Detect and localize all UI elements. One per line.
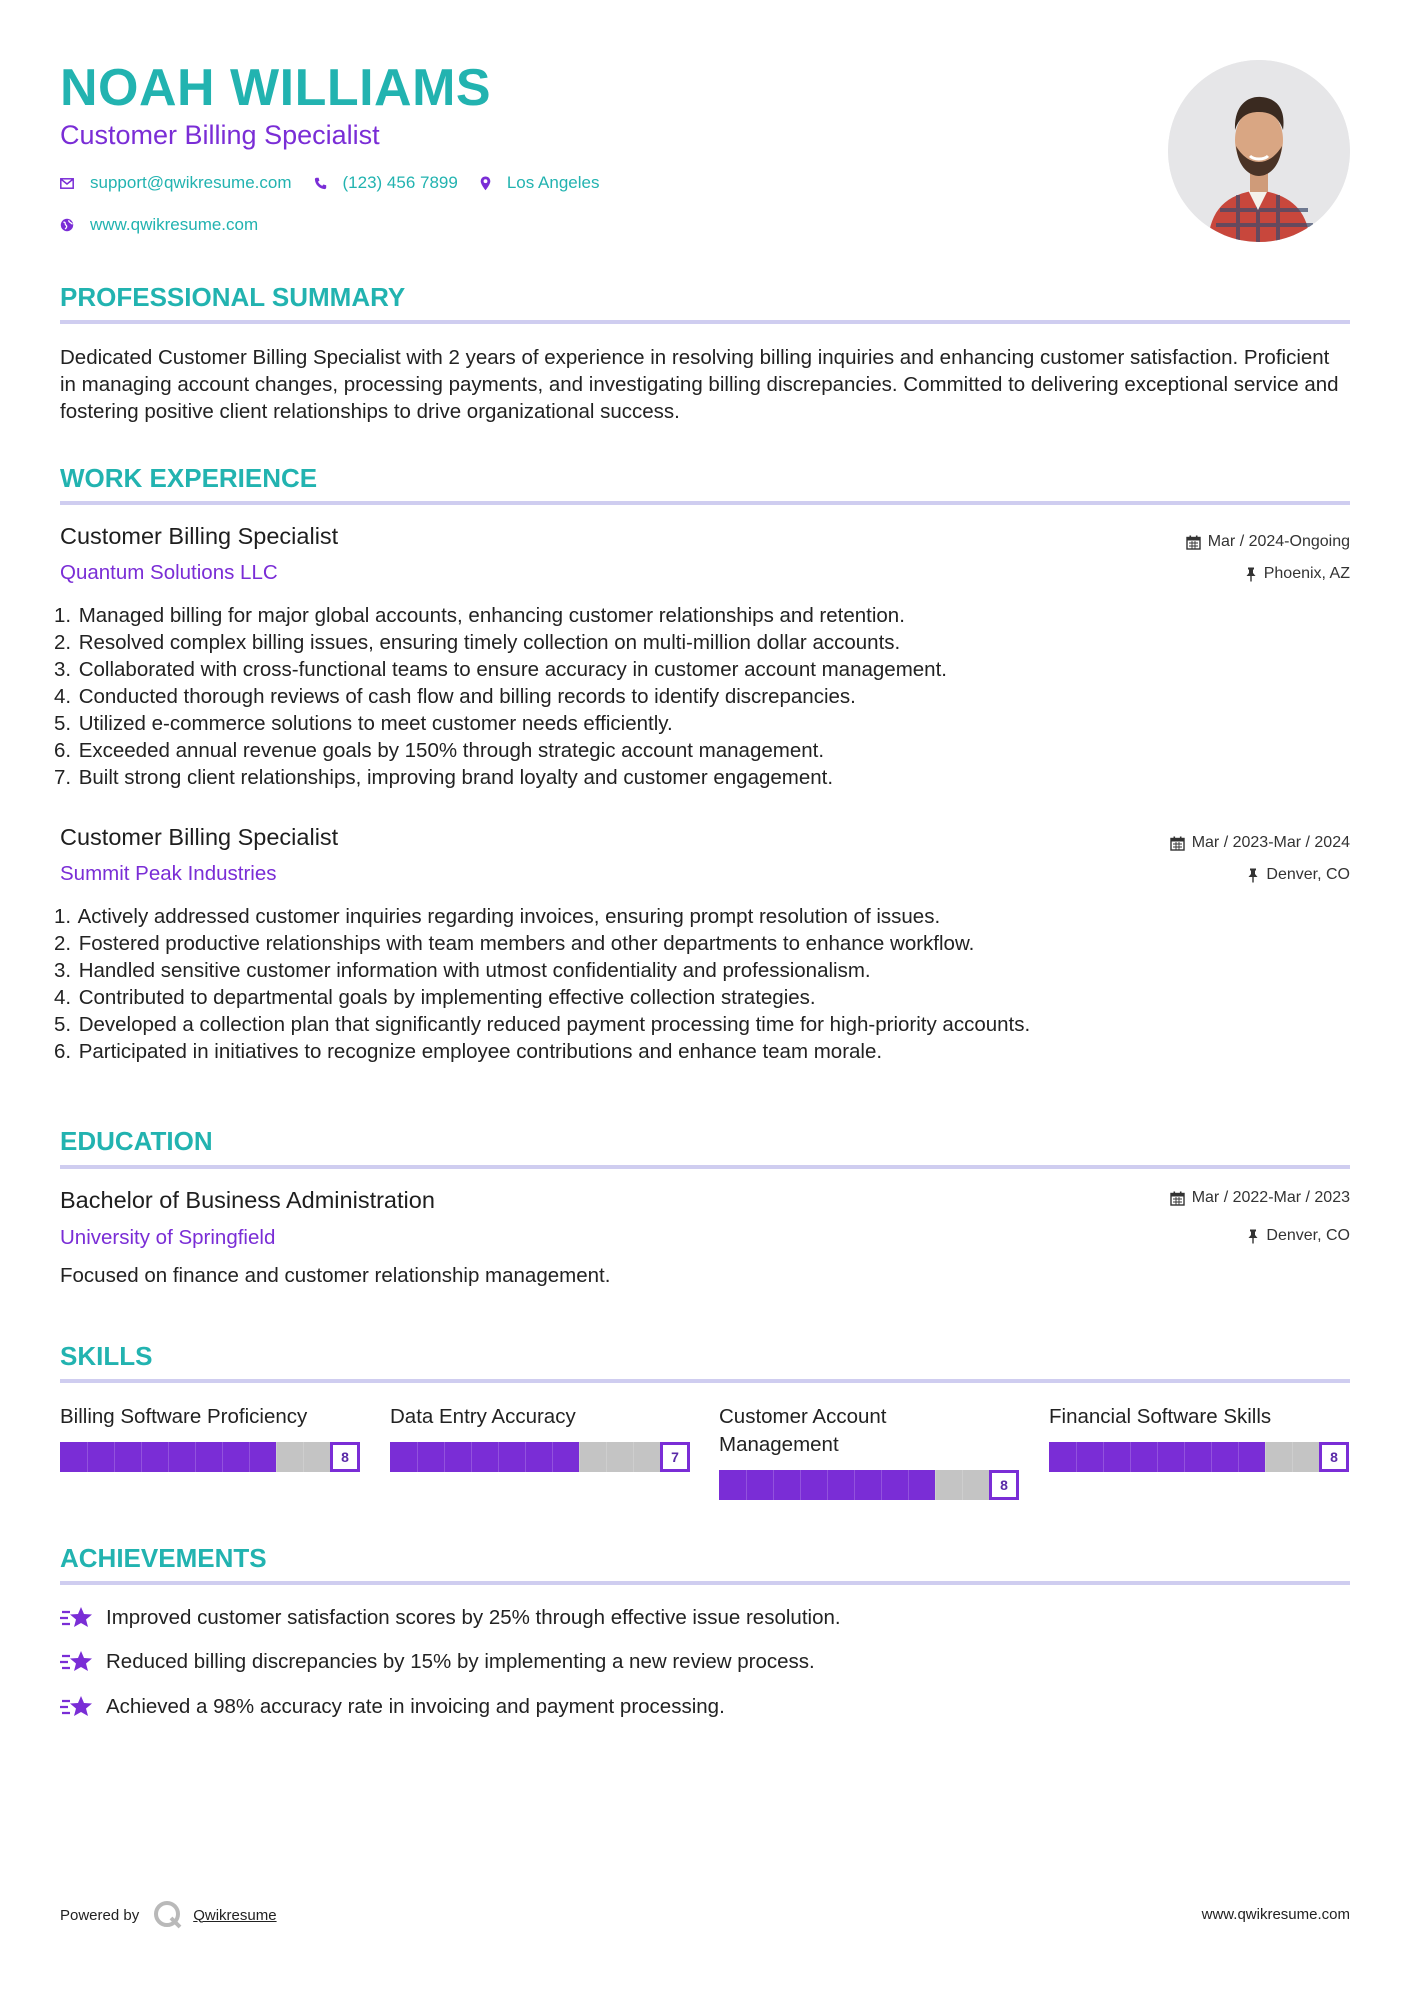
website-item[interactable] bbox=[60, 215, 258, 235]
skill-bar-segment-divider bbox=[1292, 1442, 1293, 1472]
skill-bar-segment-divider bbox=[1184, 1442, 1185, 1472]
skill-name: Financial Software Skills bbox=[1049, 1405, 1272, 1428]
skill-bar-segment-divider bbox=[746, 1470, 747, 1500]
section-divider bbox=[60, 320, 1350, 324]
job-title: Customer Billing Specialist bbox=[60, 824, 339, 850]
globe-icon bbox=[60, 218, 74, 232]
summary-text: Dedicated Customer Billing Specialist with 2 years of experience in resolving billing inquiries and enhancing customer satisfaction. Proficient in managing account changes, processing payments, and investigating billing discrepancies. Committed to delivering exceptional service and fostering positive client relationships to drive organizational success. bbox=[60, 346, 1339, 423]
website-text: www.qwikresume.com bbox=[90, 215, 259, 234]
company-name: Quantum Solutions LLC bbox=[60, 561, 278, 584]
list-item: 5. Utilized e-commerce solutions to meet customer needs efficiently. bbox=[54, 712, 673, 735]
list-item: 6. Exceeded annual revenue goals by 150% through strategic account management. bbox=[54, 739, 825, 762]
location-item bbox=[480, 173, 600, 193]
skill-bar-segment-divider bbox=[1076, 1442, 1077, 1472]
job-dates bbox=[1186, 533, 1350, 551]
achievement-item bbox=[60, 1605, 841, 1631]
phone-text: (123) 456 7899 bbox=[342, 173, 458, 192]
contact-row-website bbox=[60, 215, 280, 235]
skill-rating-bar bbox=[1049, 1442, 1349, 1472]
profile-photo-illustration bbox=[1168, 60, 1350, 242]
pushpin-icon bbox=[1247, 1229, 1259, 1244]
envelope-icon bbox=[60, 178, 74, 189]
calendar-icon bbox=[1170, 836, 1185, 851]
list-item: 4. Conducted thorough reviews of cash flow and billing records to identify discrepancies. bbox=[54, 685, 856, 708]
skill-bar-segment-divider bbox=[498, 1442, 499, 1472]
job-dates-text: Mar / 2024-Ongoing bbox=[1207, 533, 1350, 550]
skill-bar-segment-divider bbox=[87, 1442, 88, 1472]
powered-by-text: Powered by bbox=[60, 1906, 140, 1924]
skill-bar-segment-divider bbox=[471, 1442, 472, 1472]
contact-row bbox=[60, 173, 621, 193]
candidate-name: NOAH WILLIAMS bbox=[60, 59, 492, 117]
skill-bar-segment-divider bbox=[195, 1442, 196, 1472]
skill-bar-segment-divider bbox=[249, 1442, 250, 1472]
skill-level-badge: 8 bbox=[989, 1470, 1019, 1500]
skill-rating-bar bbox=[719, 1470, 1019, 1500]
job-location-text: Denver, CO bbox=[1266, 866, 1350, 883]
skill-bar-segment-divider bbox=[962, 1470, 963, 1500]
qwikresume-logo-icon bbox=[153, 1900, 183, 1930]
section-divider bbox=[60, 501, 1350, 505]
list-item: 2. Fostered productive relationships with team members and other departments to enhance workflow. bbox=[54, 932, 975, 955]
pushpin-icon bbox=[1247, 868, 1259, 883]
job-location-text: Phoenix, AZ bbox=[1263, 565, 1350, 582]
achievement-text: Achieved a 98% accuracy rate in invoicing and payment processing. bbox=[106, 1695, 725, 1718]
shooting-star-icon bbox=[60, 1694, 94, 1720]
list-item: 2. Resolved complex billing issues, ensuring timely collection on multi-million dollar accounts. bbox=[54, 631, 901, 654]
skill-bar-segment-divider bbox=[525, 1442, 526, 1472]
skill-bar-segment-divider bbox=[908, 1470, 909, 1500]
shooting-star-icon bbox=[60, 1605, 94, 1631]
footer-powered-by bbox=[60, 1900, 277, 1930]
achievement-item bbox=[60, 1694, 725, 1720]
section-divider bbox=[60, 1165, 1350, 1169]
education-dates-text: Mar / 2022-Mar / 2023 bbox=[1191, 1189, 1350, 1206]
candidate-title: Customer Billing Specialist bbox=[60, 120, 380, 150]
skill-bar-segment-divider bbox=[222, 1442, 223, 1472]
education-location bbox=[1247, 1227, 1350, 1245]
phone-item[interactable] bbox=[314, 173, 458, 193]
skill-bar-segment-divider bbox=[114, 1442, 115, 1472]
skill-level-badge: 8 bbox=[330, 1442, 360, 1472]
list-item: 5. Developed a collection plan that significantly reduced payment processing time for high-priority accounts. bbox=[54, 1013, 1031, 1036]
skill-bar-segment-divider bbox=[633, 1442, 634, 1472]
achievement-text: Reduced billing discrepancies by 15% by implementing a new review process. bbox=[106, 1650, 815, 1673]
skill-name: Billing Software Proficiency bbox=[60, 1405, 308, 1428]
skill-bar-segment-divider bbox=[935, 1470, 936, 1500]
calendar-icon bbox=[1186, 535, 1201, 550]
skill-bar-segment-divider bbox=[800, 1470, 801, 1500]
skill-bar-segment-divider bbox=[444, 1442, 445, 1472]
skills-heading: SKILLS bbox=[60, 1341, 153, 1371]
skill-level-badge: 7 bbox=[660, 1442, 690, 1472]
skill-bar-segment-divider bbox=[1157, 1442, 1158, 1472]
skill-bar-segment-divider bbox=[881, 1470, 882, 1500]
skill-bar-segment-divider bbox=[827, 1470, 828, 1500]
skill-bar-segment-divider bbox=[1130, 1442, 1131, 1472]
list-item: 4. Contributed to departmental goals by implementing effective collection strategies. bbox=[54, 986, 816, 1009]
job-dates bbox=[1170, 834, 1350, 852]
skill-bar-segment-divider bbox=[141, 1442, 142, 1472]
section-divider bbox=[60, 1581, 1350, 1585]
job-duties-list bbox=[54, 602, 1350, 791]
skill-bar-segment-divider bbox=[579, 1442, 580, 1472]
skill-item bbox=[60, 1403, 360, 1465]
education-heading: EDUCATION bbox=[60, 1126, 213, 1156]
email-item[interactable] bbox=[60, 173, 292, 193]
skill-level-badge: 8 bbox=[1319, 1442, 1349, 1472]
job-location bbox=[1245, 565, 1350, 583]
skill-name: Customer Account Management bbox=[719, 1405, 887, 1456]
job-title: Customer Billing Specialist bbox=[60, 523, 339, 549]
achievements-heading: ACHIEVEMENTS bbox=[60, 1543, 267, 1573]
calendar-icon bbox=[1170, 1191, 1185, 1206]
qwikresume-link[interactable]: Qwikresume bbox=[193, 1906, 277, 1924]
skill-bar-segment-divider bbox=[552, 1442, 553, 1472]
experience-heading: WORK EXPERIENCE bbox=[60, 463, 318, 493]
list-item: 1. Managed billing for major global accounts, enhancing customer relationships and retention. bbox=[54, 604, 905, 627]
skill-bar-segment-divider bbox=[1211, 1442, 1212, 1472]
skill-item bbox=[1049, 1403, 1349, 1465]
list-item: 7. Built strong client relationships, improving brand loyalty and customer engagement. bbox=[54, 766, 834, 789]
skill-name: Data Entry Accuracy bbox=[390, 1405, 576, 1428]
degree-title: Bachelor of Business Administration bbox=[60, 1187, 435, 1213]
skill-bar-segment-divider bbox=[773, 1470, 774, 1500]
skill-bar-empty bbox=[579, 1442, 660, 1472]
education-dates bbox=[1170, 1189, 1350, 1207]
profile-photo bbox=[1168, 60, 1350, 242]
list-item: 6. Participated in initiatives to recognize employee contributions and enhance team morale. bbox=[54, 1040, 883, 1063]
summary-heading: PROFESSIONAL SUMMARY bbox=[60, 282, 406, 312]
pushpin-icon bbox=[1245, 567, 1257, 582]
skill-bar-segment-divider bbox=[276, 1442, 277, 1472]
skill-bar-fill bbox=[390, 1442, 579, 1472]
job-duties-list bbox=[54, 903, 1350, 1065]
skill-rating-bar bbox=[60, 1442, 360, 1472]
skill-bar-segment-divider bbox=[1265, 1442, 1266, 1472]
achievement-text: Improved customer satisfaction scores by 25% through effective issue resolution. bbox=[106, 1606, 841, 1629]
list-item: 3. Handled sensitive customer information with utmost confidentiality and professionalism. bbox=[54, 959, 871, 982]
education-description: Focused on finance and customer relationship management. bbox=[60, 1264, 611, 1287]
school-name: University of Springfield bbox=[60, 1226, 276, 1249]
skill-bar-segment-divider bbox=[168, 1442, 169, 1472]
job-location bbox=[1247, 866, 1350, 884]
company-name: Summit Peak Industries bbox=[60, 862, 277, 885]
skill-bar-segment-divider bbox=[606, 1442, 607, 1472]
footer-website[interactable]: www.qwikresume.com bbox=[1201, 1906, 1350, 1923]
job-dates-text: Mar / 2023-Mar / 2024 bbox=[1191, 834, 1350, 851]
section-divider bbox=[60, 1379, 1350, 1383]
education-location-text: Denver, CO bbox=[1266, 1227, 1350, 1244]
skill-bar-segment-divider bbox=[303, 1442, 304, 1472]
phone-icon bbox=[314, 177, 327, 190]
location-text: Los Angeles bbox=[506, 173, 600, 192]
skill-bar-segment-divider bbox=[854, 1470, 855, 1500]
shooting-star-icon bbox=[60, 1649, 94, 1675]
skill-item bbox=[390, 1403, 690, 1465]
skill-item bbox=[719, 1403, 1019, 1493]
list-item: 3. Collaborated with cross-functional teams to ensure accuracy in customer account management. bbox=[54, 658, 947, 681]
list-item: 1. Actively addressed customer inquiries regarding invoices, ensuring prompt resolution of issues. bbox=[54, 905, 941, 928]
achievement-item bbox=[60, 1649, 815, 1675]
skill-rating-bar bbox=[390, 1442, 690, 1472]
email-text: support@qwikresume.com bbox=[90, 173, 292, 192]
skill-bar-segment-divider bbox=[1238, 1442, 1239, 1472]
skill-bar-segment-divider bbox=[1103, 1442, 1104, 1472]
map-pin-icon bbox=[480, 176, 491, 191]
skill-bar-segment-divider bbox=[417, 1442, 418, 1472]
